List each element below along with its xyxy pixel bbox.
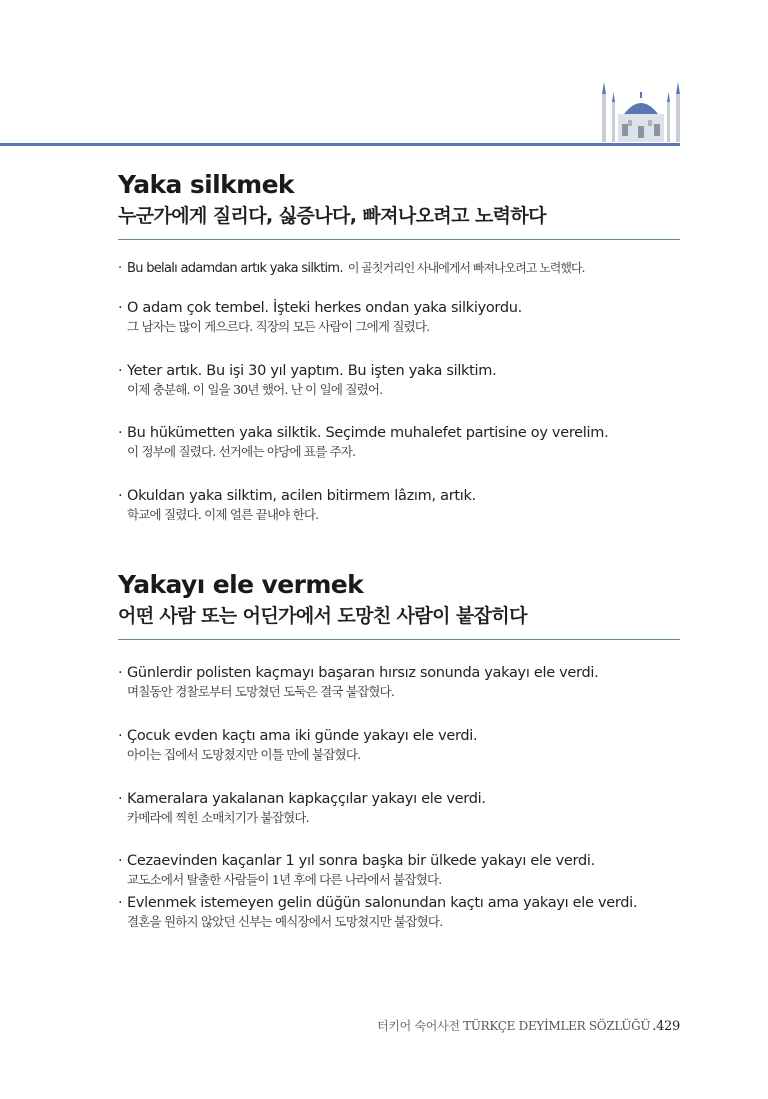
example-item [118, 423, 698, 461]
idiom-section-2 [118, 570, 680, 640]
section-divider [118, 239, 680, 240]
bullet: · [118, 261, 122, 276]
idiom-section-1 [118, 170, 680, 240]
example-item [118, 789, 698, 827]
korean-translation: 이제 충분해. 이 일을 30년 했어. 난 이 일에 질렸어. [127, 382, 383, 397]
idiom-title: Yakayı ele vermek [118, 570, 364, 599]
korean-translation: 이 골칫거리인 사내에게서 빠져나오려고 노력했다. [347, 261, 585, 275]
korean-translation: 카메라에 찍힌 소매치기가 붙잡혔다. [127, 810, 309, 825]
bullet: · [118, 665, 123, 681]
turkish-sentence: Cezaevinden kaçanlar 1 yıl sonra başka bir ülkede yakayı ele verdi. [127, 853, 595, 869]
example-item [118, 851, 698, 889]
turkish-sentence: Günlerdir polisten kaçmayı başaran hırsız sonunda yakayı ele verdi. [127, 665, 599, 681]
example-item [118, 298, 698, 336]
turkish-sentence: Bu belalı adamdan artık yaka silktim. [127, 261, 343, 276]
bullet: · [118, 488, 123, 504]
korean-translation: 교도소에서 탈출한 사람들이 1년 후에 다른 나라에서 붙잡혔다. [127, 872, 442, 887]
bullet: · [118, 300, 123, 316]
idiom-title: Yaka silkmek [118, 170, 294, 199]
bullet: · [118, 791, 123, 807]
korean-translation: 아이는 집에서 도망쳤지만 이틀 만에 붙잡혔다. [127, 747, 361, 762]
page-footer [377, 1017, 680, 1034]
turkish-sentence: Kameralara yakalanan kapkaççılar yakayı ele verdi. [127, 791, 486, 807]
bullet: · [118, 728, 123, 744]
idiom-meaning: 누군가에게 질리다, 싫증나다, 빠져나오려고 노력하다 [118, 205, 546, 227]
korean-translation: 결혼을 원하지 않았던 신부는 예식장에서 도망쳤지만 붙잡혔다. [127, 914, 443, 929]
korean-translation: 며칠동안 경찰로부터 도망쳤던 도둑은 결국 붙잡혔다. [127, 684, 395, 699]
bullet: · [118, 425, 123, 441]
example-item [118, 486, 698, 524]
turkish-sentence: Yeter artık. Bu işi 30 yıl yaptım. Bu işten yaka silktim. [127, 363, 497, 379]
bullet: · [118, 363, 123, 379]
idiom-meaning: 어떤 사람 또는 어딘가에서 도망친 사람이 붙잡히다 [118, 605, 527, 627]
korean-translation: 이 정부에 질렸다. 선거에는 야당에 표를 주자. [127, 444, 356, 459]
turkish-sentence: Okuldan yaka silktim, acilen bitirmem lâzım, artık. [127, 488, 476, 504]
page-number: .429 [652, 1019, 680, 1034]
book-title: 터키어 숙어사전 TÜRKÇE DEYİMLER SÖZLÜĞÜ [377, 1019, 651, 1033]
example-item [118, 257, 698, 279]
mosque-icon [598, 80, 684, 144]
example-item [118, 663, 698, 701]
turkish-sentence: Evlenmek istemeyen gelin düğün salonundan kaçtı ama yakayı ele verdi. [127, 895, 638, 911]
turkish-sentence: Çocuk evden kaçtı ama iki günde yakayı ele verdi. [127, 728, 478, 744]
turkish-sentence: O adam çok tembel. İşteki herkes ondan yaka silkiyordu. [127, 300, 522, 316]
example-item [118, 361, 698, 399]
bullet: · [118, 853, 123, 869]
bullet: · [118, 895, 123, 911]
header-rule [0, 143, 680, 146]
turkish-sentence: Bu hükümetten yaka silktik. Seçimde muhalefet partisine oy verelim. [127, 425, 609, 441]
section-divider [118, 639, 680, 640]
korean-translation: 학교에 질렸다. 이제 얼른 끝내야 한다. [127, 507, 319, 522]
example-item [118, 893, 698, 931]
korean-translation: 그 남자는 많이 게으르다. 직장의 모든 사람이 그에게 질렸다. [127, 319, 430, 334]
example-item [118, 726, 698, 764]
